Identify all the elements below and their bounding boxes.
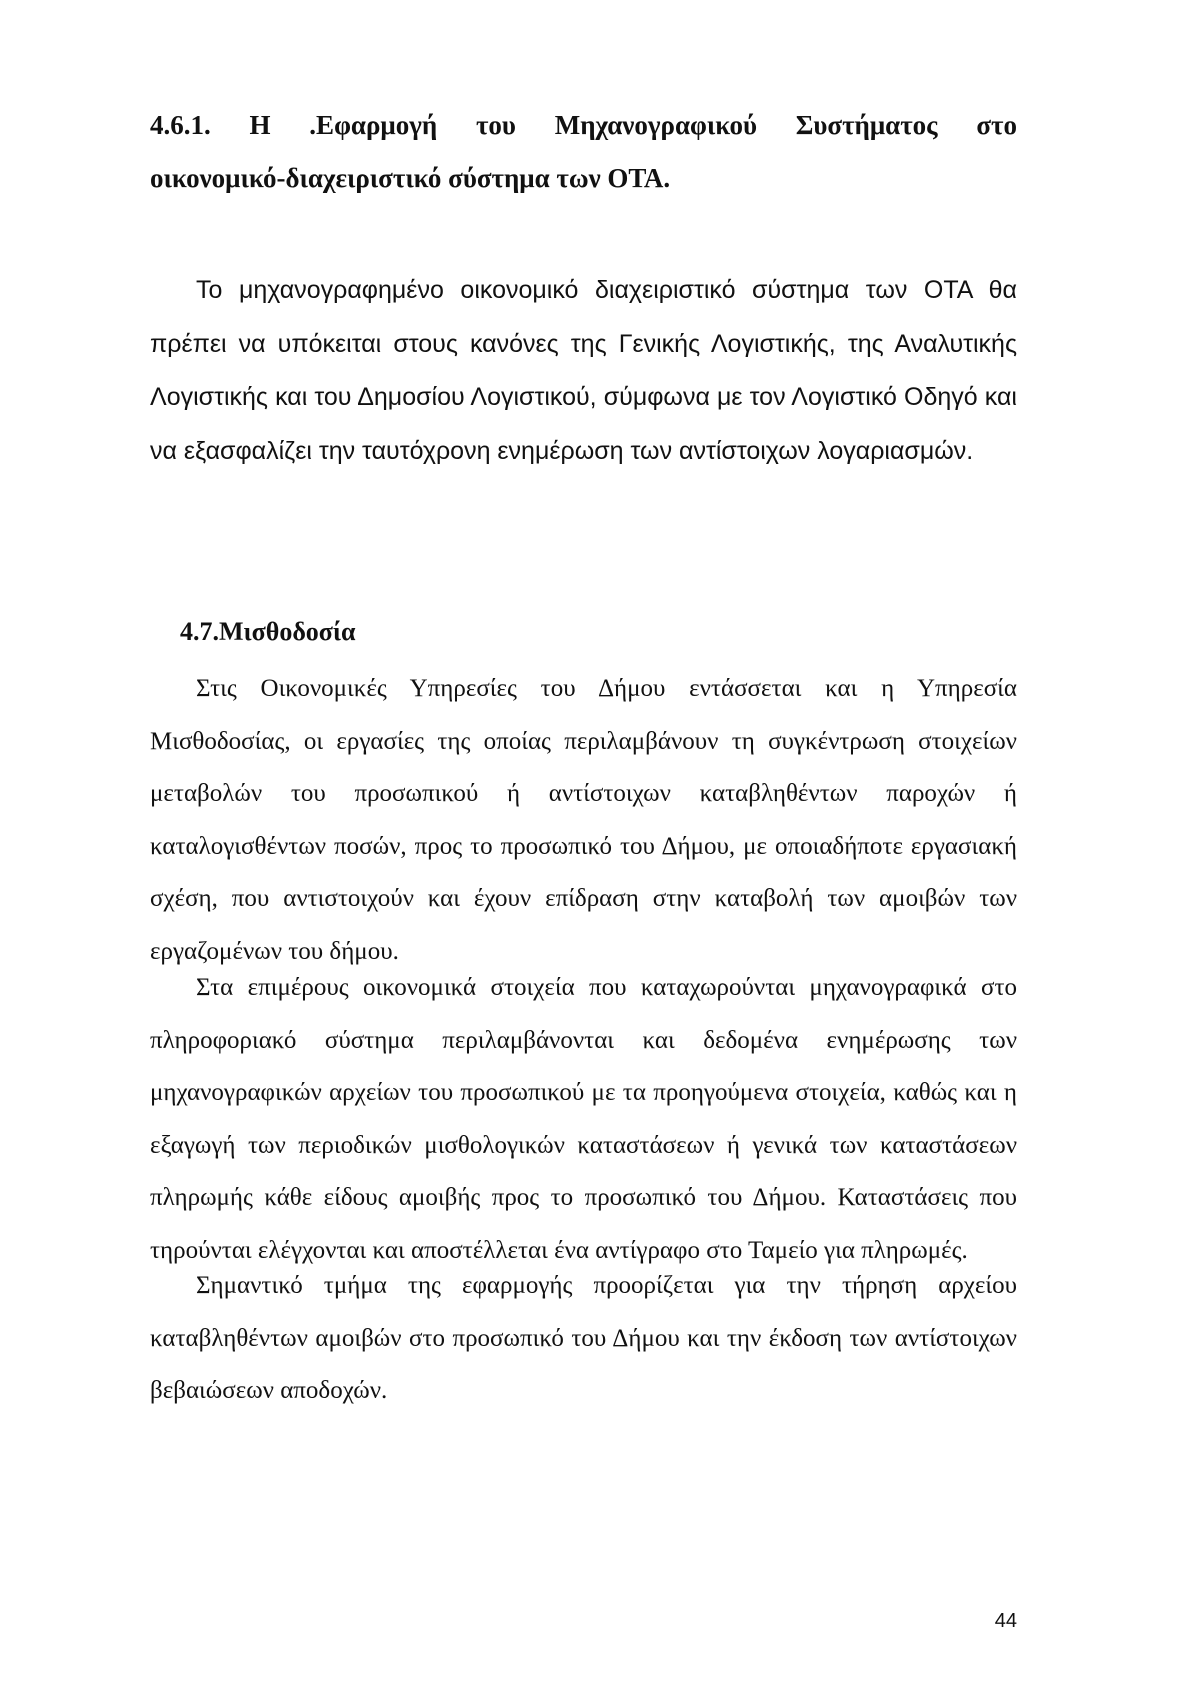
section-heading-4-6-1	[150, 99, 1017, 205]
heading-line-1: 4.6.1. Η .Εφαρμογή του Μηχανογραφικού Συστήματος στο	[150, 110, 1017, 140]
heading-line-2: οικονομικό-διαχειριστικό σύστημα των ΟΤΑ.	[150, 163, 671, 193]
paragraph-payroll-2: Στα επιμέρους οικονομικά στοιχεία που καταχωρούνται μηχανογραφικά στο πληροφοριακό σύστημα περιλαμβάνονται και δεδομένα ενημέρωσης των μηχανογραφικών αρχείων του προσωπικού με τα προηγούμενα στοιχεία, καθώς και η εξαγωγή των περιοδικών μισθολογικών καταστάσεων ή γενικά των καταστάσεων πληρωμής κάθε είδους αμοιβής προς το προσωπικό του Δήμου. Καταστάσεις που τηρούνται ελέγχονται και αποστέλλεται ένα αντίγραφο στο Ταμείο για πληρωμές.	[150, 974, 1017, 1264]
paragraph-payroll-3: Σημαντικό τμήμα της εφαρμογής προορίζεται για την τήρηση αρχείου καταβληθέντων αμοιβών στο προσωπικό του Δήμου και την έκδοση των αντίστοιχων βεβαιώσεων αποδοχών.	[150, 1272, 1017, 1404]
paragraph-ota-system: Το μηχανογραφημένο οικονομικό διαχειριστικό σύστημα των ΟΤΑ θα πρέπει να υπόκειται στους κανόνες της Γενικής Λογιστικής, της Αναλυτικής Λογιστικής και του Δημοσίου Λογιστικού, σύμφωνα με τον Λογιστικό Οδηγό και να εξασφαλίζει την ταυτόχρονη ενημέρωση των αντίστοιχων λογαριασμών.	[150, 276, 1017, 465]
paragraph-payroll-1: Στις Οικονομικές Υπηρεσίες του Δήμου εντάσσεται και η Υπηρεσία Μισθοδοσίας, οι εργασίες της οποίας περιλαμβάνουν τη συγκέντρωση στοιχείων μεταβολών του προσωπικού ή αντίστοιχων καταβληθέντων παροχών ή καταλογισθέντων ποσών, προς το προσωπικό του Δήμου, με οποιαδήποτε εργασιακή σχέση, που αντιστοιχούν και έχουν επίδραση στην καταβολή των αμοιβών των εργαζομένων του δήμου.	[150, 675, 1017, 965]
page-number: 44	[994, 1610, 1017, 1632]
section-heading-4-7: 4.7.Μισθοδοσία	[180, 617, 356, 646]
